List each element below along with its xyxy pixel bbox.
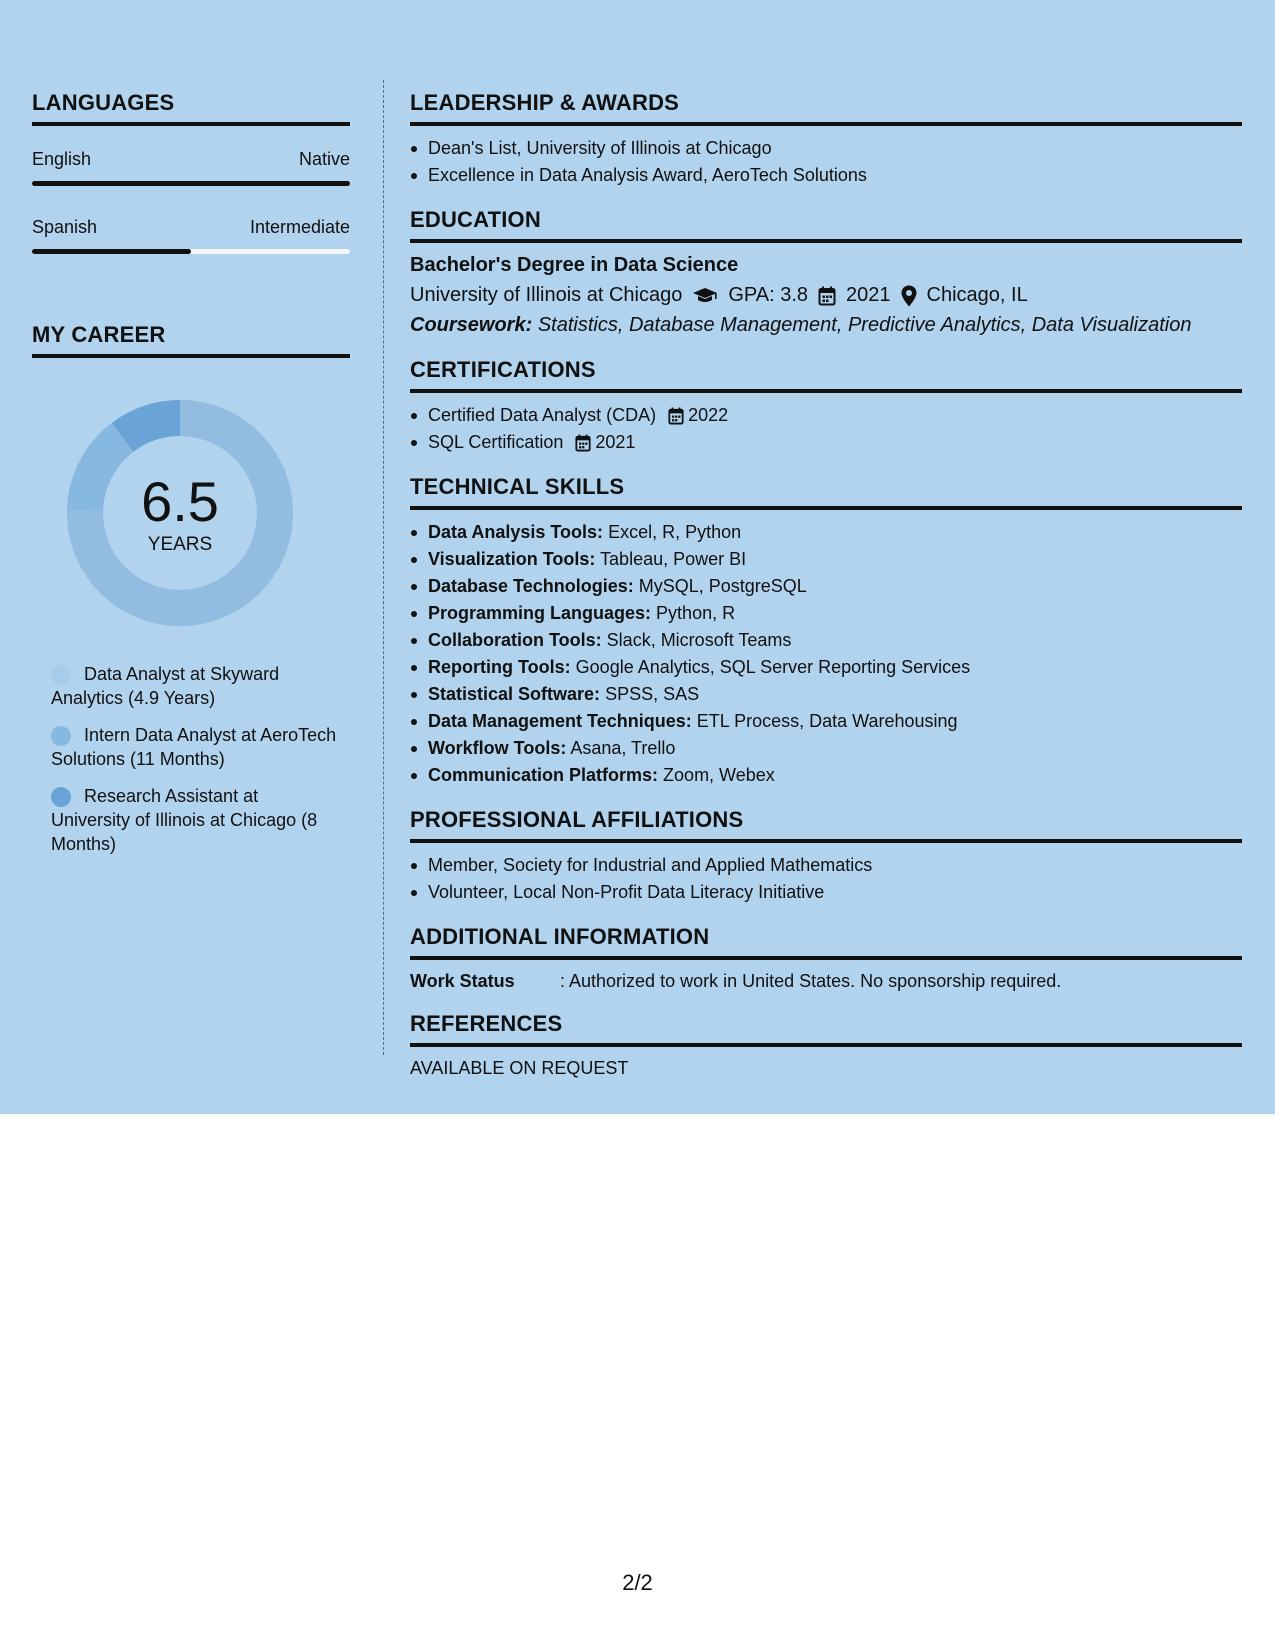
location-pin-icon <box>901 285 917 307</box>
list-item: Member, Society for Industrial and Applied Mathematics <box>428 852 1242 879</box>
skill-item <box>428 600 1242 627</box>
calendar-icon <box>818 286 836 306</box>
skill-value: Zoom, Webex <box>663 765 775 785</box>
graduation-cap-icon <box>692 287 718 305</box>
education-section <box>410 207 1242 339</box>
affiliations-title: PROFESSIONAL AFFILIATIONS <box>410 807 1242 843</box>
skill-value: MySQL, PostgreSQL <box>638 576 807 596</box>
career-title: MY CAREER <box>32 322 350 358</box>
certification-item <box>428 429 1242 456</box>
skill-value: Tableau, Power BI <box>600 549 747 569</box>
skill-item <box>428 735 1242 762</box>
legend-dot-icon <box>51 665 71 685</box>
coursework-label: Coursework: <box>410 314 533 336</box>
list-item: Excellence in Data Analysis Award, AeroTech Solutions <box>428 162 1242 189</box>
skill-label: Programming Languages: <box>428 603 652 623</box>
skills-section <box>410 474 1242 789</box>
skill-item <box>428 519 1242 546</box>
skill-value: Slack, Microsoft Teams <box>606 630 792 650</box>
education-degree: Bachelor's Degree in Data Science <box>410 254 739 276</box>
education-year: 2021 <box>846 284 891 306</box>
career-legend-label: Intern Data Analyst at AeroTech Solutions (11 Months) <box>51 725 337 769</box>
work-status-label: Work Status <box>410 971 515 991</box>
career-total-years: 6.5 <box>141 470 219 533</box>
skills-title: TECHNICAL SKILLS <box>410 474 1242 510</box>
career-total-unit: YEARS <box>147 534 213 555</box>
languages-title: LANGUAGES <box>32 90 350 126</box>
calendar-icon <box>668 405 684 425</box>
leadership-title: LEADERSHIP & AWARDS <box>410 90 1242 126</box>
career-legend-item <box>51 784 341 856</box>
certification-item <box>428 402 1242 429</box>
language-proficiency-bar <box>32 181 350 186</box>
language-proficiency-fill <box>32 181 350 186</box>
affiliations-section <box>410 807 1242 906</box>
career-legend <box>51 662 350 856</box>
career-legend-label: Data Analyst at Skyward Analytics (4.9 Years) <box>51 664 280 708</box>
skill-item <box>428 681 1242 708</box>
column-divider <box>383 80 384 1055</box>
language-name: Spanish <box>32 217 98 237</box>
skill-item <box>428 546 1242 573</box>
skill-label: Workflow Tools: <box>428 738 567 758</box>
language-level: Intermediate <box>249 217 350 237</box>
legend-dot-icon <box>51 726 71 746</box>
right-column <box>410 90 1242 1097</box>
career-legend-item <box>51 662 341 710</box>
skill-item <box>428 627 1242 654</box>
skill-item <box>428 708 1242 735</box>
language-item <box>32 148 350 186</box>
additional-title: ADDITIONAL INFORMATION <box>410 924 1242 960</box>
education-location: Chicago, IL <box>926 284 1028 306</box>
career-section <box>32 322 350 856</box>
list-item: Dean's List, University of Illinois at Chicago <box>428 135 1242 162</box>
skill-value: Excel, R, Python <box>608 522 742 542</box>
skill-label: Communication Platforms: <box>428 765 659 785</box>
certifications-title: CERTIFICATIONS <box>410 357 1242 393</box>
work-status-value: : Authorized to work in United States. No sponsorship required. <box>560 971 1062 991</box>
skill-label: Visualization Tools: <box>428 549 596 569</box>
references-section <box>410 1011 1242 1079</box>
legend-dot-icon <box>51 787 71 807</box>
education-title: EDUCATION <box>410 207 1242 243</box>
language-name: English <box>32 149 92 169</box>
additional-section <box>410 924 1242 993</box>
references-text: AVAILABLE ON REQUEST <box>410 1058 629 1078</box>
skill-label: Data Analysis Tools: <box>428 522 604 542</box>
language-item <box>32 216 350 254</box>
skill-value: SPSS, SAS <box>605 684 700 704</box>
certification-name: SQL Certification <box>428 432 564 452</box>
page-number: 2/2 <box>622 1570 653 1595</box>
skill-value: Google Analytics, SQL Server Reporting Services <box>575 657 971 677</box>
skill-label: Data Management Techniques: <box>428 711 692 731</box>
skill-value: ETL Process, Data Warehousing <box>696 711 958 731</box>
education-coursework <box>410 312 1242 339</box>
skill-item <box>428 654 1242 681</box>
calendar-icon <box>575 432 591 452</box>
career-donut-chart <box>67 400 293 626</box>
skill-label: Reporting Tools: <box>428 657 571 677</box>
language-level: Native <box>298 149 350 169</box>
certification-year: 2022 <box>688 405 729 425</box>
skill-value: Python, R <box>656 603 736 623</box>
coursework-value: Statistics, Database Management, Predictive Analytics, Data Visualization <box>537 314 1192 336</box>
language-proficiency-fill <box>32 249 191 254</box>
skill-label: Statistical Software: <box>428 684 601 704</box>
language-proficiency-bar <box>32 249 350 254</box>
education-gpa: GPA: 3.8 <box>728 284 809 306</box>
skill-value: Asana, Trello <box>570 738 676 758</box>
career-legend-label: Research Assistant at University of Illinois at Chicago (8 Months) <box>51 786 318 854</box>
left-column <box>32 90 350 869</box>
education-school: University of Illinois at Chicago <box>410 284 683 306</box>
skill-item <box>428 762 1242 789</box>
references-title: REFERENCES <box>410 1011 1242 1047</box>
skill-label: Collaboration Tools: <box>428 630 602 650</box>
certification-year: 2021 <box>595 432 636 452</box>
leadership-section <box>410 90 1242 189</box>
list-item: Volunteer, Local Non-Profit Data Literacy Initiative <box>428 879 1242 906</box>
skill-label: Database Technologies: <box>428 576 634 596</box>
certifications-section <box>410 357 1242 456</box>
career-legend-item <box>51 723 341 771</box>
skill-item <box>428 573 1242 600</box>
certification-name: Certified Data Analyst (CDA) <box>428 405 657 425</box>
